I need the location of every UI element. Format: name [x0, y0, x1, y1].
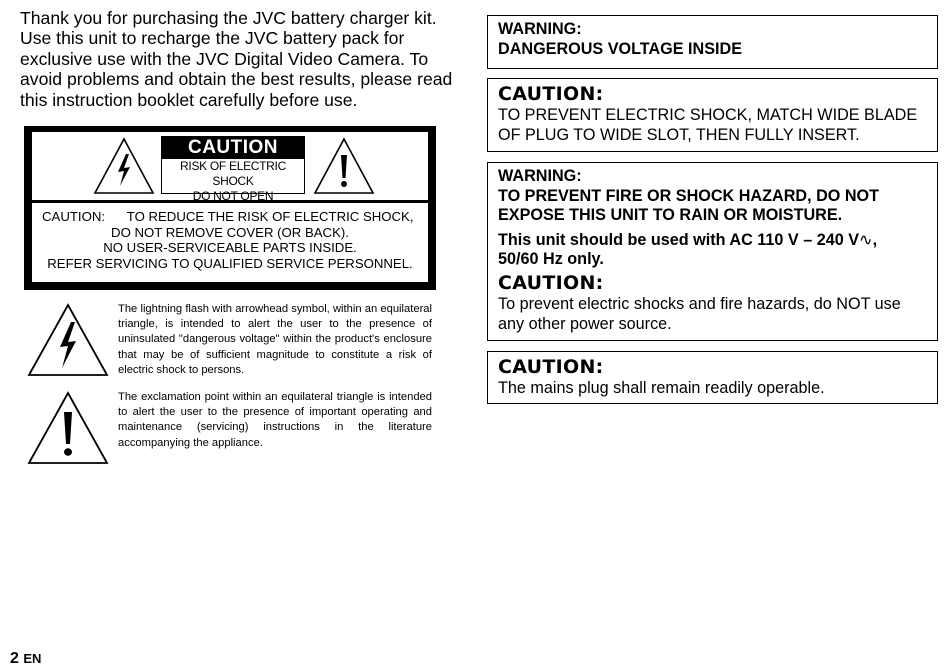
warning-fire-box — [487, 162, 938, 341]
power-requirement-comma: , — [872, 230, 878, 249]
caution-badge — [161, 136, 305, 203]
warning-heading: WARNING: — [498, 20, 582, 38]
lightning-triangle-icon — [26, 302, 110, 378]
caution-text-line: TO PREVENT ELECTRIC SHOCK, MATCH WIDE BLADE — [498, 106, 918, 124]
ac-symbol-icon: ∿ — [859, 229, 873, 249]
caution-text: The mains plug shall remain readily operable. — [498, 379, 825, 397]
intro-line: Use this unit to recharge the JVC battery pack for — [20, 28, 405, 49]
caution-label-inner — [32, 132, 428, 282]
caution-badge-line: RISK OF ELECTRIC SHOCK — [180, 159, 286, 188]
intro-line: exclusive use with the JVC Digital Video Camera. To — [20, 48, 429, 69]
warning-text-line: TO PREVENT FIRE OR SHOCK HAZARD, DO NOT — [498, 186, 880, 205]
caution-heading: CAUTION: — [498, 271, 604, 294]
caution-text-line: any other power source. — [498, 314, 672, 333]
power-requirement-line — [498, 230, 927, 251]
power-frequency-line: 50/60 Hz only. — [498, 250, 604, 269]
page-number — [10, 650, 41, 668]
warning-voltage-box — [487, 15, 938, 69]
caution-mains-box — [487, 351, 938, 404]
caution-badge-title: CAUTION — [162, 137, 304, 159]
caution-badge-line: DO NOT OPEN — [192, 189, 274, 203]
exclamation-triangle-icon — [26, 390, 110, 466]
caution-heading: CAUTION: — [498, 356, 604, 378]
warning-heading: WARNING: — [498, 167, 582, 185]
page-language: EN — [23, 651, 42, 666]
lightning-description: The lightning flash with arrowhead symbol, within an equilateral triangle, is intended to alert the user to the presence of uninsulated "dangerous voltage" within the product's enclosure that may be of sufficient magnitude to constitute a risk of electric shock to persons. — [118, 303, 432, 376]
caution-label-text — [32, 209, 428, 271]
caution-label — [24, 126, 436, 290]
caution-label-header — [32, 132, 428, 203]
caution-label-line: REFER SERVICING TO QUALIFIED SERVICE PERSONNEL. — [47, 255, 413, 271]
intro-paragraph — [20, 8, 460, 110]
lightning-symbol-explanation — [26, 302, 436, 382]
lightning-triangle-icon — [92, 136, 156, 196]
power-requirement-text: This unit should be used with AC 110 V – 240 V — [498, 230, 860, 249]
exclamation-triangle-icon — [312, 136, 376, 196]
page-number-value: 2 — [10, 650, 19, 667]
warning-text-line: EXPOSE THIS UNIT TO RAIN OR MOISTURE. — [498, 206, 843, 225]
intro-line: this instruction booklet carefully before use. — [20, 89, 358, 110]
caution-label-line: DO NOT REMOVE COVER (OR BACK). — [111, 224, 349, 240]
caution-text-line: OF PLUG TO WIDE SLOT, THEN FULLY INSERT. — [498, 125, 860, 144]
intro-line: Thank you for purchasing the JVC battery charger kit. — [20, 8, 437, 28]
exclamation-symbol-explanation — [26, 390, 436, 470]
exclamation-description: The exclamation point within an equilateral triangle is intended to alert the user to the presence of important operating and maintenance (servicing) instructions in the literature accompanying the appliance. — [118, 391, 432, 449]
caution-heading: CAUTION: — [498, 83, 604, 105]
intro-line: avoid problems and obtain the best results, please read — [20, 69, 453, 90]
caution-label-line: NO USER-SERVICEABLE PARTS INSIDE. — [103, 240, 357, 256]
caution-text-line: To prevent electric shocks and fire hazards, do NOT use — [498, 294, 901, 313]
warning-text: DANGEROUS VOLTAGE INSIDE — [498, 39, 743, 58]
caution-plug-box — [487, 78, 938, 152]
caution-label-line: CAUTION: TO REDUCE THE RISK OF ELECTRIC SHOCK, — [42, 209, 414, 224]
